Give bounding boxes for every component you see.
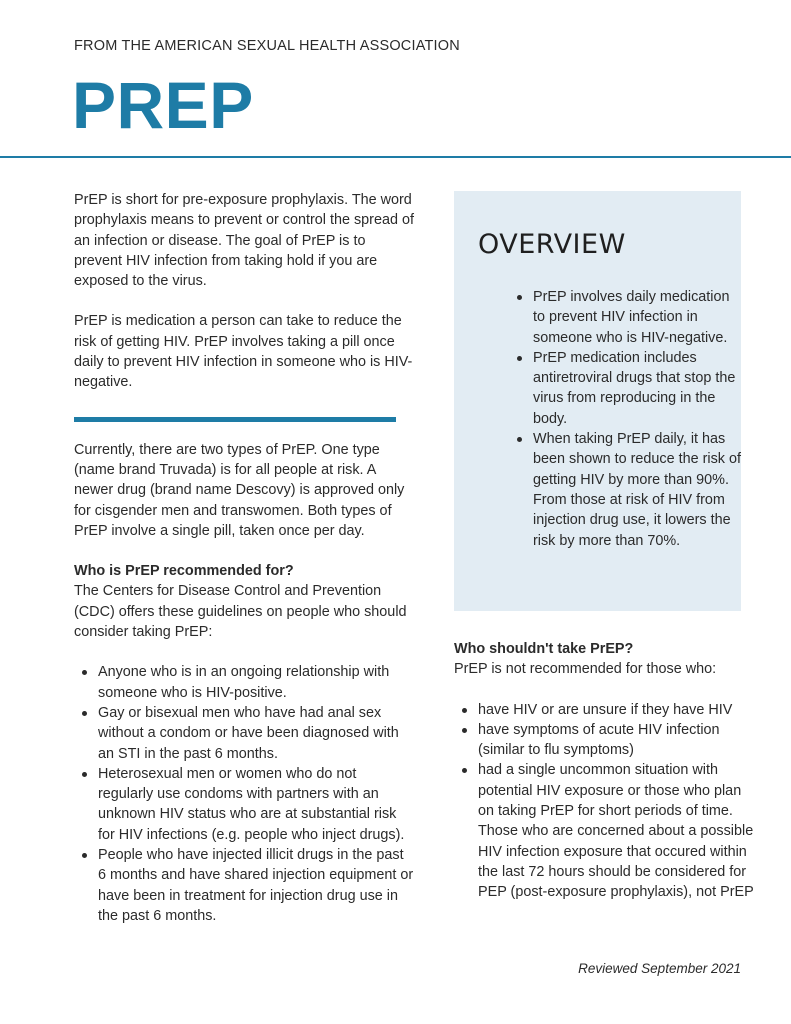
list-item: have HIV or are unsure if they have HIV [478,700,754,720]
page-title: PREP [72,68,254,142]
header-divider [0,156,791,158]
list-item: had a single uncommon situation with potential HIV exposure or those who plan on taking PrEP for short periods of time. Those who are concerned about a possible HIV infection exposure that occured within the last 72 hours should be considered for PEP (post-exposure prophylaxis), not PrEP [478,760,754,902]
list-item: PrEP involves daily medication to prevent HIV infection in someone who is HIV-negative. [533,287,743,348]
list-item: PrEP medication includes antiretroviral drugs that stop the virus from reproducing in the body. [533,348,743,429]
overview-list [509,287,743,551]
review-date: Reviewed September 2021 [578,961,741,976]
list-item: Anyone who is in an ongoing relationship with someone who is HIV-positive. [98,662,414,703]
recommended-list [74,662,414,926]
not-recommended-intro: PrEP is not recommended for those who: [454,661,717,678]
types-paragraph: Currently, there are two types of PrEP. One type (name brand Truvada) is for all people at risk. A newer drug (brand name Descovy) is approved only for cisgender men and transwomen. Both types of PrEP involve a single pill, taken once per day. [74,441,405,539]
list-item: People who have injected illicit drugs in the past 6 months and have shared injection equipment or have been in treatment for injection drug use in the past 6 months. [98,845,414,926]
overview-title: OVERVIEW [478,229,626,260]
intro-paragraph-1: PrEP is short for pre-exposure prophylaxis. The word prophylaxis means to prevent or control the spread of an infection or disease. The goal of PrEP is to prevent HIV infection from taking hold if you are exposed to the virus. [74,192,414,290]
right-column [454,639,754,903]
not-recommended-list [454,700,754,903]
recommended-intro: The Centers for Disease Control and Prevention (CDC) offers these guidelines on people who should consider taking PrEP: [74,583,407,641]
not-recommended-heading: Who shouldn't take PrEP? [454,641,634,657]
intro-paragraph-2: PrEP is medication a person can take to reduce the risk of getting HIV. PrEP involves taking a pill once daily to prevent HIV infection in someone who is HIV-negative. [74,313,413,391]
left-column [74,190,414,926]
list-item: Gay or bisexual men who have had anal sex without a condom or have been diagnosed with an STI in the past 6 months. [98,703,414,764]
recommended-heading: Who is PrEP recommended for? [74,563,294,580]
source-eyebrow: FROM THE AMERICAN SEXUAL HEALTH ASSOCIATION [74,38,460,54]
section-divider [74,417,396,422]
overview-box [454,191,741,611]
list-item: When taking PrEP daily, it has been shown to reduce the risk of getting HIV by more than 90%. From those at risk of HIV from injection drug use, it lowers the risk by more than 70%. [533,429,743,551]
list-item: Heterosexual men or women who do not regularly use condoms with partners with an unknown HIV status who are at substantial risk for HIV infections (e.g. people who inject drugs). [98,764,414,845]
list-item: have symptoms of acute HIV infection (similar to flu symptoms) [478,720,754,761]
